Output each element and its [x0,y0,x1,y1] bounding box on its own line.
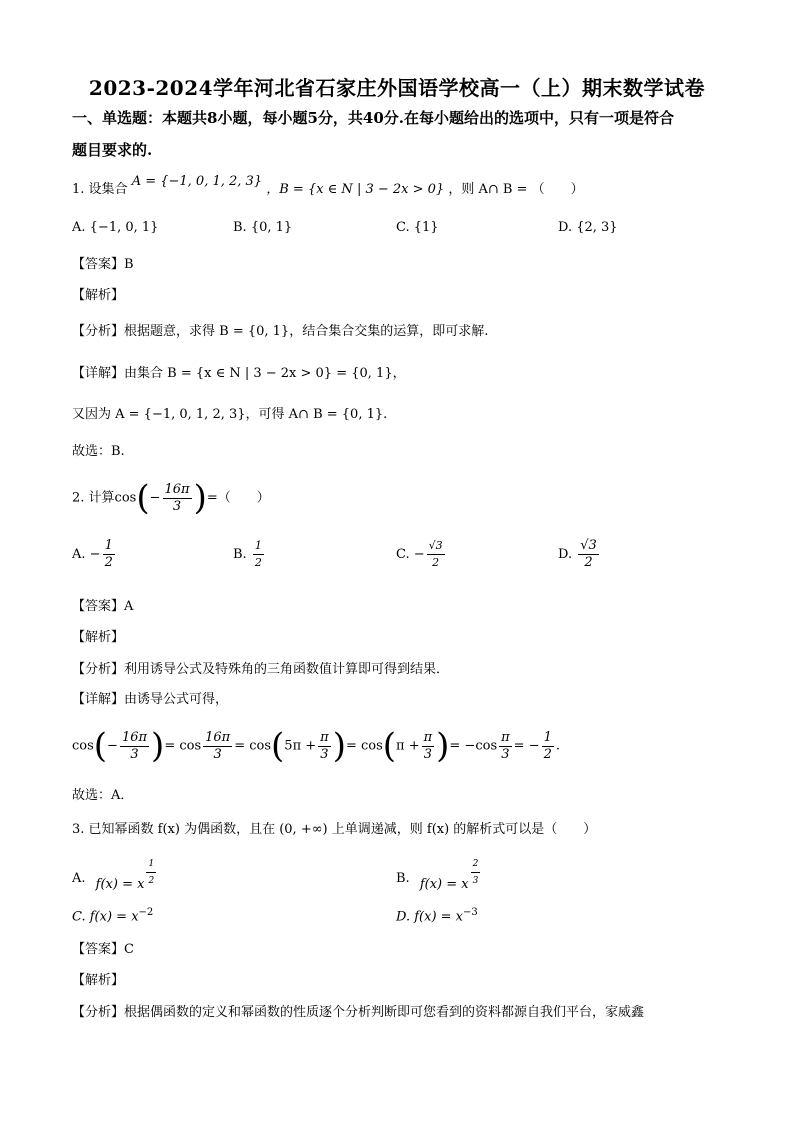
section-heading-line2: 题目要求的. [72,141,153,159]
q3-opt-a-exp [146,856,156,889]
q2-right-paren: ) [193,478,207,518]
eq-frac-2 [203,730,232,763]
eq-lp-1: ( [93,726,108,766]
q1-option-d: D. {2, 3} [558,220,618,235]
q2-opt-c-num: √3 [427,538,445,555]
q3-opt-b-exp-den: 3 [472,876,479,886]
eq-one: 1 [543,729,552,745]
q1-stem-prefix: 1. 设集合 [72,182,128,197]
eq-two: 2 [543,746,552,762]
q1-analysis-label: 【解析】 [72,288,125,303]
q2-opt-b-frac [253,538,264,571]
q2-opt-a-label: A. [72,547,86,562]
page-title: 2023-2024学年河北省石家庄外国语学校高一（上）期末数学试卷 [88,76,706,100]
q2-left-paren: ( [136,478,150,518]
eq-frac-6 [542,730,554,763]
q1-xiangjie: 【详解】由集合 B = {x ∈ N | 3 − 2x > 0} = {0, 1}， [72,366,406,381]
q1-fenxi: 【分析】根据题意，求得 B = {0, 1}，结合集合交集的运算，即可求解. [72,324,489,339]
q3-opt-a-expr: f(x) = x [95,877,145,892]
eq-lp-2: ( [271,726,285,766]
eq-pi-c: π [501,729,510,745]
eq-cos-1: cos [72,738,94,754]
q3-opt-a-exp-den: 2 [148,876,155,886]
eq-16pi-b: 16π [205,729,231,745]
q1-option-c: C. {1} [396,220,439,235]
eq-3-d: 3 [423,746,433,762]
q2-opt-d-label: D. [558,547,573,562]
eq-16pi-a: 16π [121,729,148,745]
q2-answer: 【答案】A [72,599,134,614]
eq-3-c: 3 [320,746,329,762]
q2-cos: cos [114,490,137,506]
q2-equation [72,724,560,769]
eq-frac-4 [422,730,435,763]
q3-option-d [396,903,478,927]
q2-conclusion: 故选：A． [72,788,134,803]
eq-3-b: 3 [213,746,222,762]
q3-opt-b-exp [471,856,481,889]
q2-opt-a-den: 2 [104,555,113,570]
q2-analysis-label: 【解析】 [72,630,125,645]
q3-option-b [396,859,482,895]
q3-opt-c-expr: C. f(x) = x [72,909,139,925]
q3-answer: 【答案】C [72,942,134,957]
q2-option-a [72,538,117,571]
eq-pi-b: π [423,729,433,745]
q3-opt-c-exp: −2 [138,907,154,918]
question-1-stem [72,174,584,200]
eq-3-e: 3 [501,746,510,762]
q3-fenxi: 【分析】根据偶函数的定义和幂函数的性质逐个分析判断即可您看到的资料都源自我们平台，家威鑫 [72,1005,645,1020]
q3-option-c [72,903,153,927]
q3-option-a [72,859,158,895]
question-3-stem: 3. 已知幂函数 f(x) 为偶函数，且在 (0, +∞) 上单调递减，则 f(x) 的解析式可以是（ ） [72,822,597,837]
eq-frac-5 [499,730,512,763]
q1-set-a: A = {−1, 0, 1, 2, 3} [131,174,263,189]
eq-5pi: 5π + [284,738,317,754]
q2-opt-c-frac [427,538,445,571]
q3-opt-d-exp: −3 [463,907,478,918]
q3-analysis-label: 【解析】 [72,973,125,988]
q2-neg: − [149,490,161,506]
eq-frac-3 [318,730,331,763]
q1-stem-suffix: ，则 A∩ B = （ ） [448,182,584,197]
q2-opt-b-num: 1 [253,538,264,555]
q3-opt-b-expr: f(x) = x [419,877,469,892]
q2-opt-c-label: C. [396,547,410,562]
q2-fenxi: 【分析】利用诱导公式及特殊角的三角函数值计算即可得到结果． [72,662,450,677]
q2-stem-prefix: 2. 计算 [72,490,115,506]
q2-opt-d-den: 2 [584,555,593,570]
q2-option-b [233,538,266,571]
q1-set-b: ，B = {x ∈ N | 3 − 2x > 0} [266,182,445,197]
q3-opt-b-exp-num: 2 [471,856,481,873]
eq-rp-2: ) [332,726,346,766]
eq-3-a: 3 [130,746,139,762]
q2-option-d [558,538,601,571]
q3-opt-d-expr: D. f(x) = x [396,909,463,925]
q2-opt-d-num: √3 [580,538,597,553]
q2-fraction [163,482,192,515]
q2-num: 16π [164,481,190,497]
q1-conclusion: 故选：B. [72,444,125,459]
q2-opt-b-label: B. [233,547,247,562]
q1-since: 又因为 A = {−1, 0, 1, 2, 3}，可得 A∩ B = {0, 1}. [72,407,388,422]
q2-opt-b-den: 2 [254,556,262,569]
q2-opt-a-num: 1 [104,538,113,553]
q3-opt-b-label: B. [396,871,410,886]
q2-opt-c-den: 2 [432,556,440,569]
q1-option-a: A. {−1, 0, 1} [72,220,159,235]
q2-opt-d-frac [578,538,599,571]
eq-end: . [555,738,561,754]
q3-opt-a-label: A. [72,871,86,886]
q2-opt-c-sign: − [413,547,425,562]
eq-frac-1 [120,730,149,763]
q3-opt-a-exp-num: 1 [146,856,156,873]
eq-final: = −cos [449,738,498,754]
eq-neg: − [107,738,118,754]
q1-option-b: B. {0, 1} [233,220,293,235]
eq-eq-cos-3: = cos [345,738,383,754]
eq-rp-3: ) [436,726,450,766]
section-heading-line1: 一、单选题：本题共8小题，每小题5分，共40分.在每小题给出的选项中，只有一项是符合 [72,109,674,127]
q2-option-c [396,538,447,571]
eq-rp-1: ) [151,726,165,766]
q2-stem-suffix: =（ ） [206,490,270,506]
eq-pi-plus: π + [396,738,420,754]
q2-opt-a-sign: − [89,547,101,562]
eq-lp-3: ( [382,726,397,766]
q2-xiangjie: 【详解】由诱导公式可得， [72,692,229,707]
q2-den: 3 [172,498,182,514]
eq-final-2: = − [513,738,540,754]
q2-opt-a-frac [103,538,115,571]
question-2-stem [72,476,270,521]
q1-answer: 【答案】B [72,257,134,272]
eq-eq-cos-2: = cos [234,738,272,754]
eq-eq-cos: = cos [164,738,202,754]
eq-pi-a: π [320,729,329,745]
